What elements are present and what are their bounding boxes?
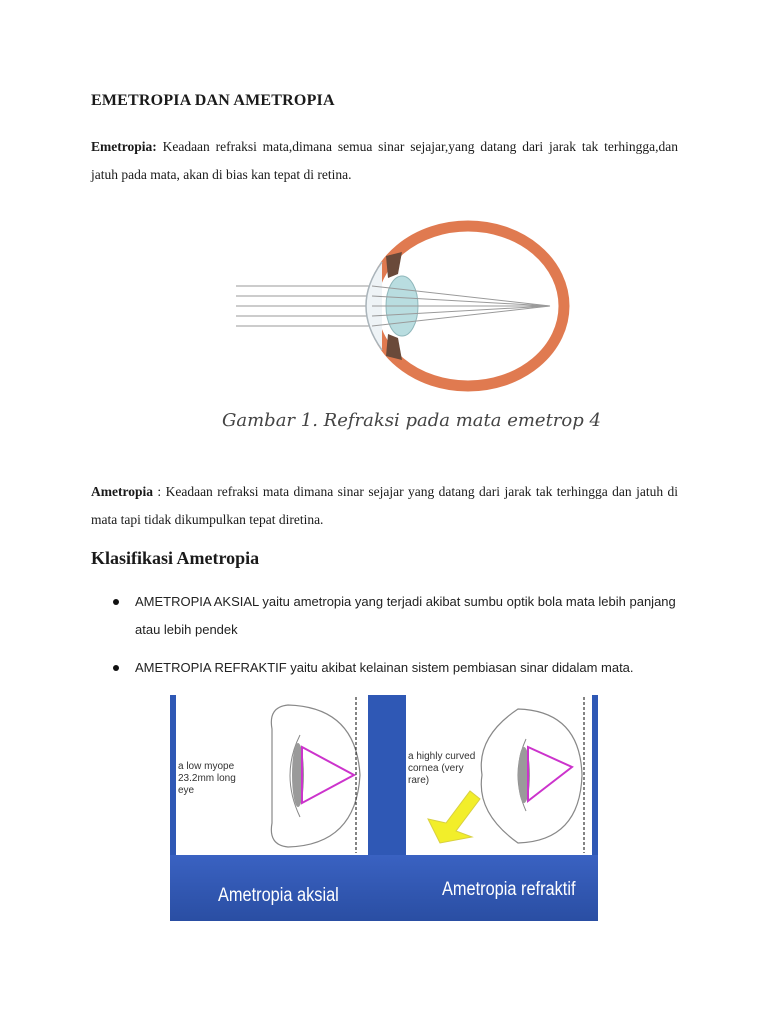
bullet-icon: [113, 665, 119, 671]
bullet-text-refraktif: AMETROPIA REFRAKTIF yaitu akibat kelainan sistem pembiasan sinar didalam mata.: [135, 660, 634, 675]
classification-list: [113, 588, 693, 692]
list-item: [113, 588, 693, 644]
ametropia-paragraph: [91, 478, 678, 534]
bullet-text-aksial: AMETROPIA AKSIAL yaitu ametropia yang terjadi akibat sumbu optik bola mata lebih panjang atau lebih pendek: [135, 594, 676, 637]
ametropia-types-figure: [170, 695, 598, 921]
refractive-banner-text: Ametropia refraktif: [442, 879, 576, 900]
document-title: EMETROPIA DAN AMETROPIA: [91, 92, 335, 109]
emmetropic-eye-diagram: [232, 212, 572, 402]
arrow-icon: [428, 791, 480, 843]
bullet-icon: [113, 599, 119, 605]
axial-label: a low myope 23.2mm long eye: [178, 761, 236, 796]
refractive-panel: [406, 695, 592, 855]
figure1-caption: Gambar 1. Refraksi pada mata emetrop 4: [222, 410, 601, 431]
ametropia-definition: : Keadaan refraksi mata dimana sinar sejajar yang datang dari jarak tak terhingga dan jatuh di mata tapi tidak dikumpulkan tepat diretina.: [91, 484, 678, 527]
axial-banner-text: Ametropia aksial: [218, 885, 339, 906]
emetropia-paragraph: [91, 133, 678, 189]
list-item: [113, 654, 693, 682]
axial-panel: [176, 695, 368, 855]
klasifikasi-heading: Klasifikasi Ametropia: [91, 548, 260, 568]
refractive-label: a highly curved cornea (very rare): [408, 751, 476, 786]
emetropia-definition: Keadaan refraksi mata,dimana semua sinar sejajar,yang datang dari jarak tak terhingga,dan jatuh pada mata, akan di bias kan tepat di retina.: [91, 139, 678, 182]
ametropia-term: Ametropia: [91, 484, 153, 499]
emetropia-term: Emetropia:: [91, 139, 157, 154]
